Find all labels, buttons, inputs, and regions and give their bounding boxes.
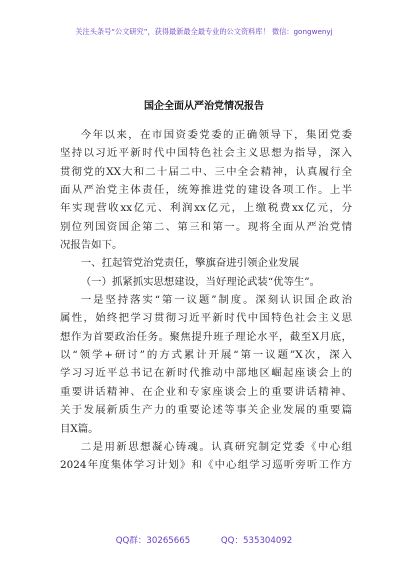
body-line: 别位列国资国企第二、第三和第一。现将全面从严治党情 [60, 220, 352, 233]
body-line: 以“领学+研讨”的方式累计开展“第一议题”X次，深入 [60, 349, 352, 362]
body-line: 关于发展新质生产力的重要论述等事关企业发展的重要篇 [60, 404, 352, 417]
contact-footer [0, 534, 408, 546]
subsection-heading: （一）抓紧抓实思想建设，当好理论武装“优等生”。 [80, 275, 321, 288]
body-line: 一是坚持落实“第一议题”制度。深刻认识国企政治 [80, 294, 352, 307]
body-line: 学习习近平总书记在新时代推动中部地区崛起座谈会上的 [60, 367, 352, 380]
body-line: 年实现营收xx亿元、利润xx亿元，上缴税费xx亿元，分 [60, 202, 352, 215]
section-heading: 一、扛起管党治党责任，擎旗奋进引领企业发展 [80, 257, 299, 270]
body-line: 属性，始终把学习贯彻习近平新时代中国特色社会主义思 [60, 312, 352, 325]
body-line: 面从严治党主体责任，统筹推进党的建设各项工作。上半 [60, 184, 352, 197]
body-line: 想作为首要政治任务。聚焦提升班子理论水平，截至X月底， [60, 330, 352, 343]
body-line: 重要讲话精神、在企业和专家座谈会上的重要讲话精神、 [60, 385, 352, 398]
document-title: 国企全面从严治党情况报告 [144, 101, 264, 112]
body-line: 二是用新思想凝心铸魂。认真研究制定党委《中心组 [80, 440, 352, 453]
qq-contact-text: QQ：535304092 [220, 536, 293, 546]
qq-group-text: QQ群：30265665 [115, 536, 191, 546]
body-line: 目X篇。 [60, 422, 99, 435]
body-line: 今年以来，在市国资委党委的正确领导下，集团党委 [80, 129, 352, 141]
body-line: 坚持以习近平新时代中国特色社会主义思想为指导，深入 [60, 147, 352, 160]
document-body [60, 126, 352, 475]
body-line: 况报告如下。 [60, 239, 123, 252]
body-line: 2024年度集体学习计划》和《中心组学习巡听旁听工作方 [60, 459, 352, 472]
body-line: 贯彻党的XX大和二十届二中、三中全会精神，认真履行全 [60, 165, 352, 178]
promo-header: 关注头条号“公文研究”，获得最新最全最专业的公文资料库！ 微信：gongwenyj [75, 27, 333, 36]
